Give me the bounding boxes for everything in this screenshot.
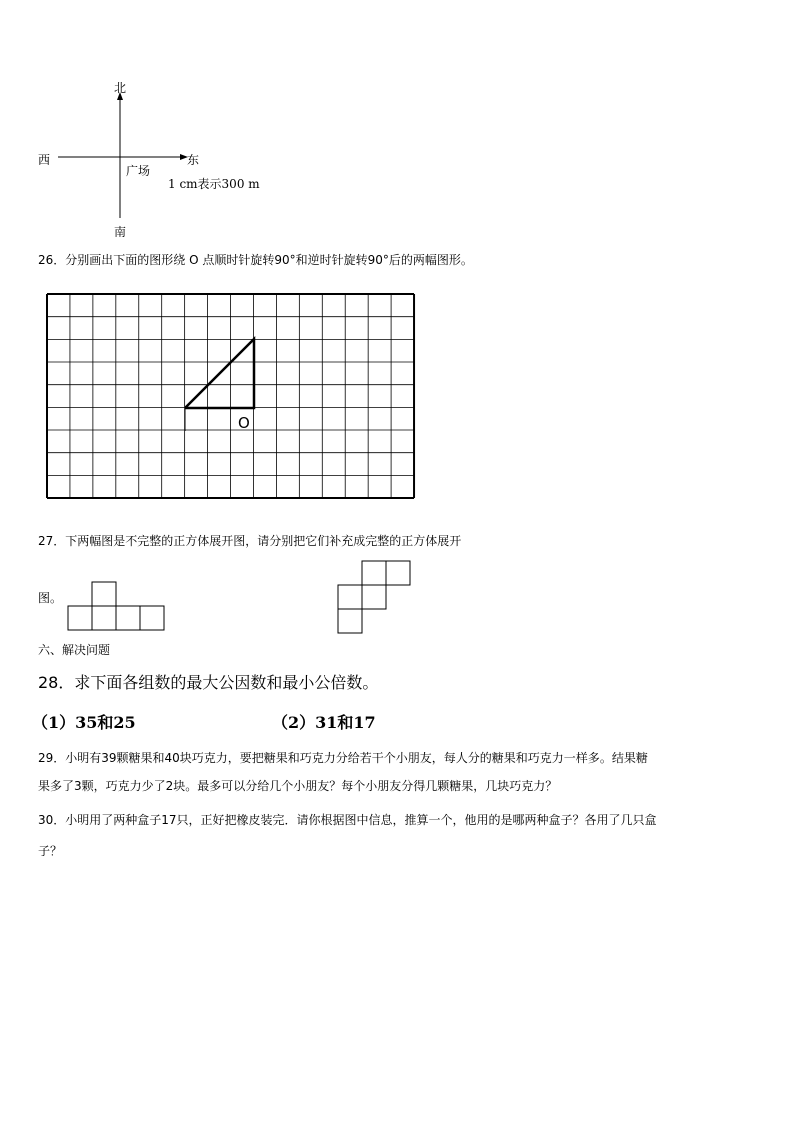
question-29-line-1: 29．小明有39颗糖果和40块巧克力，要把糖果和巧克力分给若干个小朋友，每人分的糖果和巧克力一样多。结果糖 — [38, 751, 648, 765]
compass-west-label: 西 — [38, 153, 51, 167]
compass-scale-label: 1 cm表示300 m — [168, 177, 260, 191]
compass-north-label: 北 — [114, 81, 127, 95]
question-29-line-2: 果多了3颗，巧克力少了2块。最多可以分给几个小朋友？每个小朋友分得几颗糖果，几块巧克力？ — [38, 779, 558, 793]
cube-net-1 — [68, 582, 164, 630]
question-30-line-2: 子？ — [38, 844, 63, 858]
question-28: 28．求下面各组数的最大公因数和最小公倍数。 — [38, 673, 379, 692]
rotation-grid — [47, 294, 414, 498]
triangle-shape — [185, 339, 254, 408]
question-28-part-1: （1）35和25 — [32, 713, 136, 732]
compass-east-label: 东 — [187, 153, 200, 167]
cube-net-2 — [338, 561, 410, 633]
question-28-part-2: （2）31和17 — [272, 713, 376, 732]
point-o-label: O — [238, 414, 250, 432]
compass-place-label: 广场 — [126, 164, 151, 178]
compass-south-label: 南 — [114, 225, 127, 239]
question-27-continued: 图。 — [38, 591, 63, 605]
question-30-line-1: 30．小明用了两种盒子17只，正好把橡皮装完．请你根据图中信息，推算一个，他用的是哪两种盒子？各用了几只盒 — [38, 813, 657, 827]
section-title: 六、解决问题 — [38, 643, 111, 657]
question-27: 27．下两幅图是不完整的正方体展开图，请分别把它们补充成完整的正方体展开 — [38, 534, 462, 548]
question-26: 26．分别画出下面的图形绕 O 点顺时针旋转90°和逆时针旋转90°后的两幅图形。 — [38, 253, 473, 267]
